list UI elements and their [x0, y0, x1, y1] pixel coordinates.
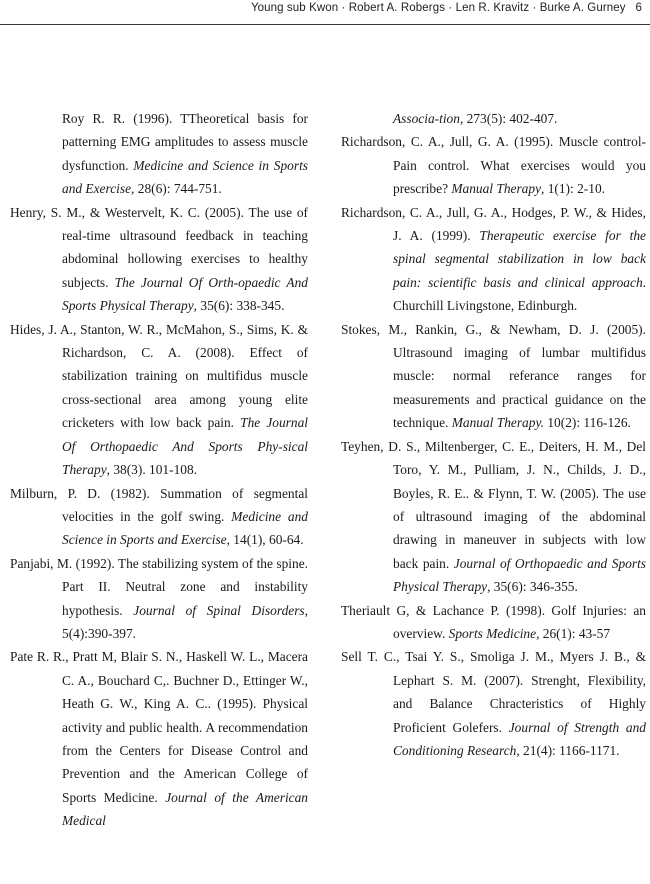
reference-entry-panjabi — [10, 552, 308, 646]
reference-entry-theriault — [341, 599, 646, 646]
reference-journal: Sports Medicine — [448, 625, 537, 641]
running-head-text — [251, 2, 642, 14]
reference-text: Panjabi, M. (1992). The stabilizing system of the spine. Part II. Neutral zone and instability hypothesis. — [10, 555, 308, 618]
reference-text: Sell T. C., Tsai Y. S., Smoliga J. M., Myers J. B., & Lephart S. M. (2007). Strenght, Flexibility, and Balance Chracteristics of Highly Proficient Golefers. — [341, 649, 646, 735]
reference-journal: Journal of Strength and Conditioning Research — [393, 719, 646, 758]
reference-citation: , 14(1), 60-64. — [226, 532, 304, 548]
reference-journal: Journal of Orthopaedic and Sports Physical Therapy — [393, 555, 646, 595]
reference-column-left — [10, 107, 308, 833]
reference-citation: , 28(6): 744-751. — [131, 181, 222, 197]
reference-entry-teyhen — [341, 435, 646, 599]
reference-journal: The Journal Of Orthopaedic And Sports Phy-sical Therapy — [62, 415, 308, 478]
reference-journal: Medicine and Science in Sports and Exercise — [62, 157, 308, 197]
reference-text: Richardson, C. A., Jull, G. A., Hodges, P. W., & Hides, J. A. (1999). — [341, 204, 646, 244]
reference-text: Theriault G, & Lachance P. (1998). Golf Injuries: an overview. — [341, 602, 646, 641]
reference-entry-milburn — [10, 482, 308, 552]
reference-citation: , 26(1): 43-57 — [536, 625, 611, 641]
reference-text: Richardson, C. A., Jull, G. A. (1995). Muscle control-Pain control. What exercises would you prescribe? — [341, 134, 646, 197]
reference-entry-richardson-1995 — [341, 130, 646, 200]
reference-text: Roy R. R. (1996). TTheoretical basis for patterning EMG amplitudes to assess muscle dysfunction. — [62, 111, 308, 173]
running-header — [0, 0, 650, 25]
reference-citation: , 21(4): 1166-1171. — [516, 742, 620, 758]
reference-column-right — [341, 107, 646, 762]
reference-entry-henry — [10, 201, 308, 318]
reference-entry-hides — [10, 318, 308, 482]
reference-journal: Journal of the American Medical — [62, 789, 308, 829]
reference-citation: , 35(6): 346-355. — [487, 579, 578, 595]
reference-citation: 10(2): 116-126. — [544, 415, 631, 431]
reference-text: Hides, J. A., Stanton, W. R., McMahon, S., Sims, K. & Richardson, C. A. (2008). Effect of stabilization training on multifidus muscle cross-sectional area among young elite cricketers with low back pain. — [10, 321, 308, 431]
page-number: 6 — [635, 2, 642, 14]
reference-citation: , 1(1): 2-10. — [541, 181, 605, 197]
reference-journal: Journal of Spinal Disorders — [133, 602, 305, 618]
reference-entry-stokes — [341, 318, 646, 435]
reference-citation: , 35(6): 338-345. — [193, 298, 285, 314]
reference-entry-richardson-1999 — [341, 201, 646, 318]
reference-text: Pate R. R., Pratt M, Blair S. N., Haskell W. L., Macera C. A., Bouchard C,. Buchner D., Ettinger W., Heath G. W., King A. C.. (1995). Physical activity and public health. A recommendation from the Centers for Disease Control and Prevention and the American College of Sports Medicine. — [10, 649, 308, 805]
reference-entry-pate — [10, 645, 308, 832]
reference-journal: Manual Therapy — [451, 181, 542, 197]
reference-text: Stokes, M., Rankin, G., & Newham, D. J. (2005). Ultrasound imaging of lumbar multifidus muscle: normal referance ranges for measurements and practical guidance on the technique. — [341, 321, 646, 431]
reference-journal: Associa-tion — [393, 111, 460, 126]
reference-journal: Medicine and Science in Sports and Exercise — [62, 508, 308, 548]
reference-text: Henry, S. M., & Westervelt, K. C. (2005). The use of real-time ultrasound feedback in teaching abdominal hollowing exercises to healthy subjects. — [10, 204, 308, 290]
reference-entry-sell — [341, 645, 646, 762]
reference-entry-pate-continued — [341, 107, 646, 130]
reference-entry-roy-continued — [10, 107, 308, 201]
author-list: Young sub Kwon · Robert A. Robergs · Len R. Kravitz · Burke A. Gurney — [250, 2, 626, 14]
reference-citation: , 38(3). 101-108. — [106, 462, 198, 478]
reference-citation: , 5(4):390-397. — [62, 602, 308, 641]
reference-citation: , 273(5): 402-407. — [459, 111, 558, 126]
reference-journal: The Journal Of Orth-opaedic And Sports Physical Therapy — [62, 274, 308, 314]
reference-book-title: Therapeutic exercise for the spinal segmental stabilization in low back pain: scientific basis and clinical approach — [393, 228, 646, 290]
reference-citation: . Churchill Livingstone, Edinburgh. — [393, 274, 646, 314]
reference-text: Teyhen, D. S., Miltenberger, C. E., Deiters, H. M., Del Toro, Y. M., Pulliam, J. N., Childs, J. D., Boyles, R. E.. & Flynn, T. W. (2005). The use of ultrasound imaging of the abdominal drawing in maneuver in subjects with low back pain. — [341, 438, 646, 571]
reference-journal: Manual Therapy. — [451, 415, 544, 431]
reference-text: Milburn, P. D. (1982). Summation of segmental velocities in the golf swing. — [10, 485, 308, 524]
